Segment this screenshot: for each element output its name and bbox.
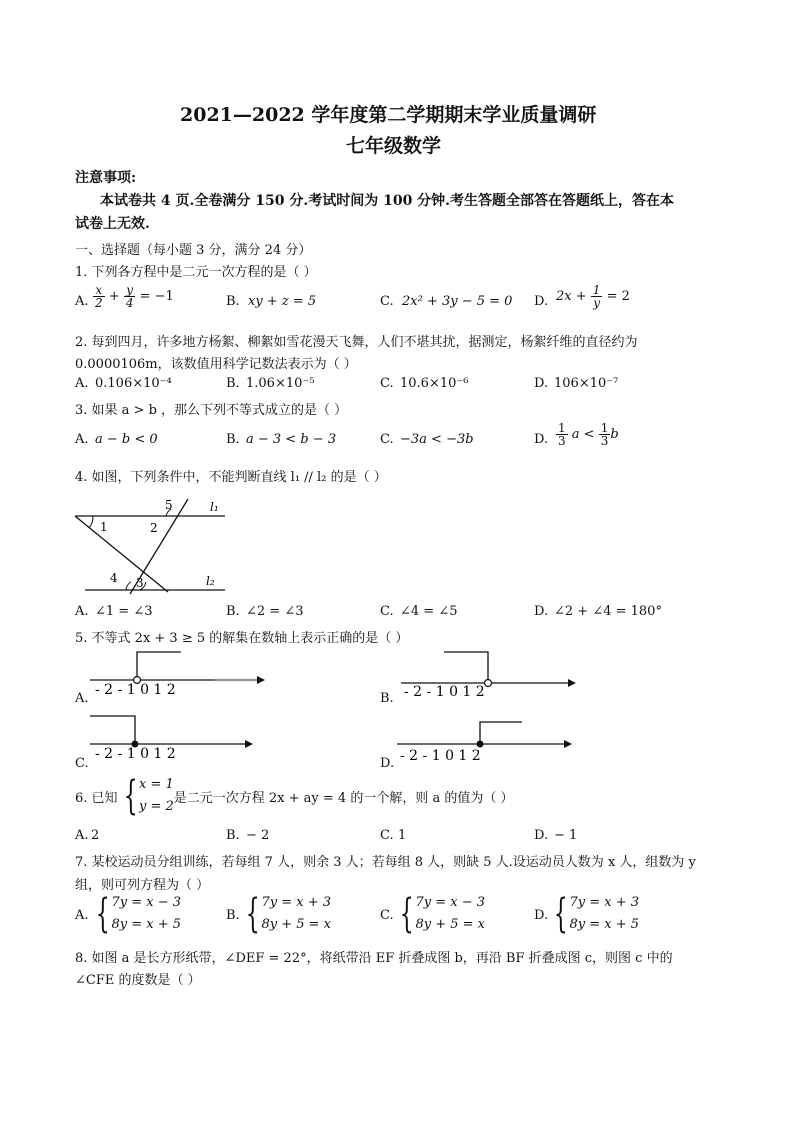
q3-option-d-mid: a <: [571, 427, 595, 442]
q4-label-b: B.: [226, 604, 240, 619]
q7-option-b: [240, 892, 331, 936]
frac-num: x: [93, 284, 105, 297]
q5-numberline-d: [392, 718, 572, 768]
q1-stem: 1. 下列各方程中是二元一次方程的是（ ）: [75, 265, 317, 280]
q2-label-a: A.: [75, 376, 89, 391]
q6-option-c: 1: [398, 828, 407, 843]
brace-icon: {: [553, 891, 568, 937]
q2-label-b: B.: [226, 376, 240, 391]
solution-bracket: [480, 722, 522, 744]
q3-label-c: C.: [380, 432, 394, 447]
frac-num: 1: [558, 421, 566, 435]
q1-label-d: D.: [534, 294, 549, 309]
q7-a-eq1: 7y = x − 3: [111, 895, 181, 910]
axis-labels: - 2 - 1 0 1 2: [95, 746, 176, 762]
solution-bracket: [137, 652, 181, 680]
q1-option-d-lead: 2x +: [556, 289, 587, 304]
brace-icon: {: [399, 891, 414, 937]
q1-option-d-tail: = 2: [606, 289, 630, 304]
q7-a-eq2: 8y = x + 5: [111, 917, 181, 932]
q1-option-a-tail: = −1: [139, 289, 174, 304]
q4-option-c: ∠4 = ∠5: [400, 604, 458, 619]
brace-icon: {: [245, 891, 260, 937]
q2-label-c: C.: [380, 376, 394, 391]
q6-option-a: 2: [91, 828, 100, 843]
axis-arrow-icon: [564, 740, 572, 748]
q7-c-eq1: 7y = x − 3: [415, 895, 485, 910]
q5-numberline-a: [85, 648, 265, 698]
q6-option-b: − 2: [246, 828, 270, 843]
q7-stem-1: 7. 某校运动员分组训练，若每组 7 人，则余 3 人；若每组 8 人，则缺 5 人.设运动员人数为 x 人，组数为 y: [75, 855, 696, 870]
q6-system-line-2: y = 2: [139, 799, 174, 814]
q6-system: [139, 774, 174, 818]
frac-den: 3: [600, 434, 609, 448]
q7-b-eq1: 7y = x + 3: [261, 895, 331, 910]
axis-arrow-icon: [245, 740, 253, 748]
q1-option-c: 2x² + 3y − 5 = 0: [402, 294, 513, 309]
section-heading: 一、选择题（每小题 3 分，满分 24 分）: [75, 243, 312, 258]
angle-arc-1: [89, 516, 93, 528]
axis-arrow-icon: [257, 676, 265, 684]
q6-label-d: D.: [534, 828, 549, 843]
angle-label-3: 3: [136, 576, 144, 590]
frac-den: 2: [95, 296, 103, 310]
q4-option-d: ∠2 + ∠4 = 180°: [554, 604, 662, 619]
q3-label-d: D.: [534, 432, 549, 447]
q2-option-d: 106×10⁻⁷: [554, 376, 619, 391]
q1-label-c: C.: [380, 294, 394, 309]
exam-subtitle: 七年级数学: [346, 135, 442, 157]
q6-stem-tail: 是二元一次方程 2x + ay = 4 的一个解，则 a 的值为（ ）: [173, 790, 514, 806]
solid-point: [477, 741, 484, 748]
q7-option-a: [90, 892, 181, 936]
q4-label-c: C.: [380, 604, 394, 619]
q6-stem-lead: 6. 已知: [75, 790, 118, 806]
q3-option-d: [556, 422, 619, 447]
q5-label-c: C.: [75, 756, 89, 771]
brace-icon: {: [123, 773, 138, 819]
q5-label-a: A.: [75, 691, 89, 706]
angle-label-2: 2: [150, 521, 158, 535]
q1-option-d: [556, 284, 630, 309]
frac-den: 4: [125, 296, 134, 310]
frac-num: 1: [592, 283, 601, 297]
q2-option-b: 1.06×10⁻⁵: [246, 376, 315, 391]
q5-stem: 5. 不等式 2x + 3 ≥ 5 的解集在数轴上表示正确的是（ ）: [75, 631, 409, 646]
q6-stem: [75, 774, 513, 818]
q6-label-a: A.: [75, 828, 89, 843]
notice-line-1: 本试卷共 4 页.全卷满分 150 分.考试时间为 100 分钟.考生答题全部答在答题纸上，答在本: [100, 193, 675, 209]
q3-option-a: a − b < 0: [95, 432, 158, 447]
solution-bracket: [90, 716, 135, 744]
q7-option-c: [394, 892, 485, 936]
q6-option-d: − 1: [554, 828, 578, 843]
open-point: [485, 680, 492, 687]
q3-option-b: a − 3 < b − 3: [246, 432, 337, 447]
q7-d-eq1: 7y = x + 3: [569, 895, 639, 910]
q4-stem: 4. 如图，下列条件中，不能判断直线 l₁ // l₂ 的是（ ）: [75, 470, 387, 485]
q7-label-c: C.: [380, 908, 394, 923]
q4-label-a: A.: [75, 604, 89, 619]
q2-label-d: D.: [534, 376, 549, 391]
q1-label-b: B.: [226, 294, 240, 309]
q3-label-b: B.: [226, 432, 240, 447]
q5-label-b: B.: [380, 691, 394, 706]
q5-numberline-b: [396, 648, 576, 698]
angle-label-4: 4: [110, 571, 118, 585]
q1-label-a: A.: [75, 294, 89, 309]
frac-num: y: [124, 284, 136, 297]
brace-icon: {: [95, 891, 110, 937]
notice-heading: 注意事项:: [75, 170, 137, 186]
q3-label-a: A.: [75, 432, 89, 447]
q7-label-a: A.: [75, 908, 89, 923]
q7-d-eq2: 8y = x + 5: [569, 917, 639, 932]
q4-label-d: D.: [534, 604, 549, 619]
exam-title: 2021—2022 学年度第二学期期末学业质量调研: [180, 104, 597, 126]
q6-label-c: C.: [380, 828, 394, 843]
axis-labels: - 2 - 1 0 1 2: [95, 682, 176, 698]
line-label-l1: l₁: [210, 500, 219, 514]
q5-label-d: D.: [380, 756, 395, 771]
q2-option-c: 10.6×10⁻⁶: [400, 376, 469, 391]
axis-labels: - 2 - 1 0 1 2: [404, 684, 485, 698]
q7-option-d: [548, 892, 639, 936]
line-label-l2: l₂: [206, 574, 215, 588]
q4-figure: [70, 494, 235, 598]
q5-numberline-c: [85, 712, 255, 762]
q8-stem-1: 8. 如图 a 是长方形纸带，∠DEF = 22°，将纸带沿 EF 折叠成图 b，再沿 BF 折叠成图 c，则图 c 中的: [75, 951, 673, 966]
q2-option-a: 0.106×10⁻⁴: [95, 376, 172, 391]
q6-label-b: B.: [226, 828, 240, 843]
notice-line-2: 试卷上无效.: [75, 216, 150, 232]
angle-label-5: 5: [165, 498, 173, 512]
q2-stem-2: 0.0000106m，该数值用科学记数法表示为（ ）: [75, 357, 357, 372]
q8-stem-2: ∠CFE 的度数是（ ）: [75, 973, 201, 988]
frac-num: 1: [600, 421, 609, 435]
q1-option-b: xy + z = 5: [248, 294, 317, 309]
q4-option-b: ∠2 = ∠3: [246, 604, 304, 619]
q7-label-b: B.: [226, 908, 240, 923]
q7-stem-2: 组，则可列方程为（ ）: [75, 878, 210, 893]
q3-option-c: −3a < −3b: [400, 432, 474, 447]
angle-label-1: 1: [100, 520, 108, 534]
axis-arrow-icon: [568, 679, 576, 687]
q3-stem: 3. 如果 a > b ，那么下列不等式成立的是（ ）: [75, 403, 348, 418]
q1-option-a: $\frac{x}{2}$ + $\frac{y}{4}$ = −1: [95, 283, 174, 310]
q3-option-d-var: b: [610, 427, 619, 442]
q2-stem-1: 2. 每到四月，许多地方杨絮、柳絮如雪花漫天飞舞，人们不堪其扰，据测定，杨絮纤维的直径约为: [75, 335, 638, 350]
solution-bracket: [444, 652, 488, 680]
angle-arc-4: [126, 582, 131, 590]
axis-labels: - 2 - 1 0 1 2: [400, 748, 481, 764]
q4-option-a: ∠1 = ∠3: [95, 604, 153, 619]
q7-b-eq2: 8y + 5 = x: [261, 917, 331, 932]
q7-c-eq2: 8y + 5 = x: [415, 917, 485, 932]
frac-den: 3: [558, 434, 566, 448]
frac-den: y: [593, 296, 600, 310]
q6-system-line-1: x = 1: [139, 777, 174, 792]
q7-label-d: D.: [534, 908, 549, 923]
